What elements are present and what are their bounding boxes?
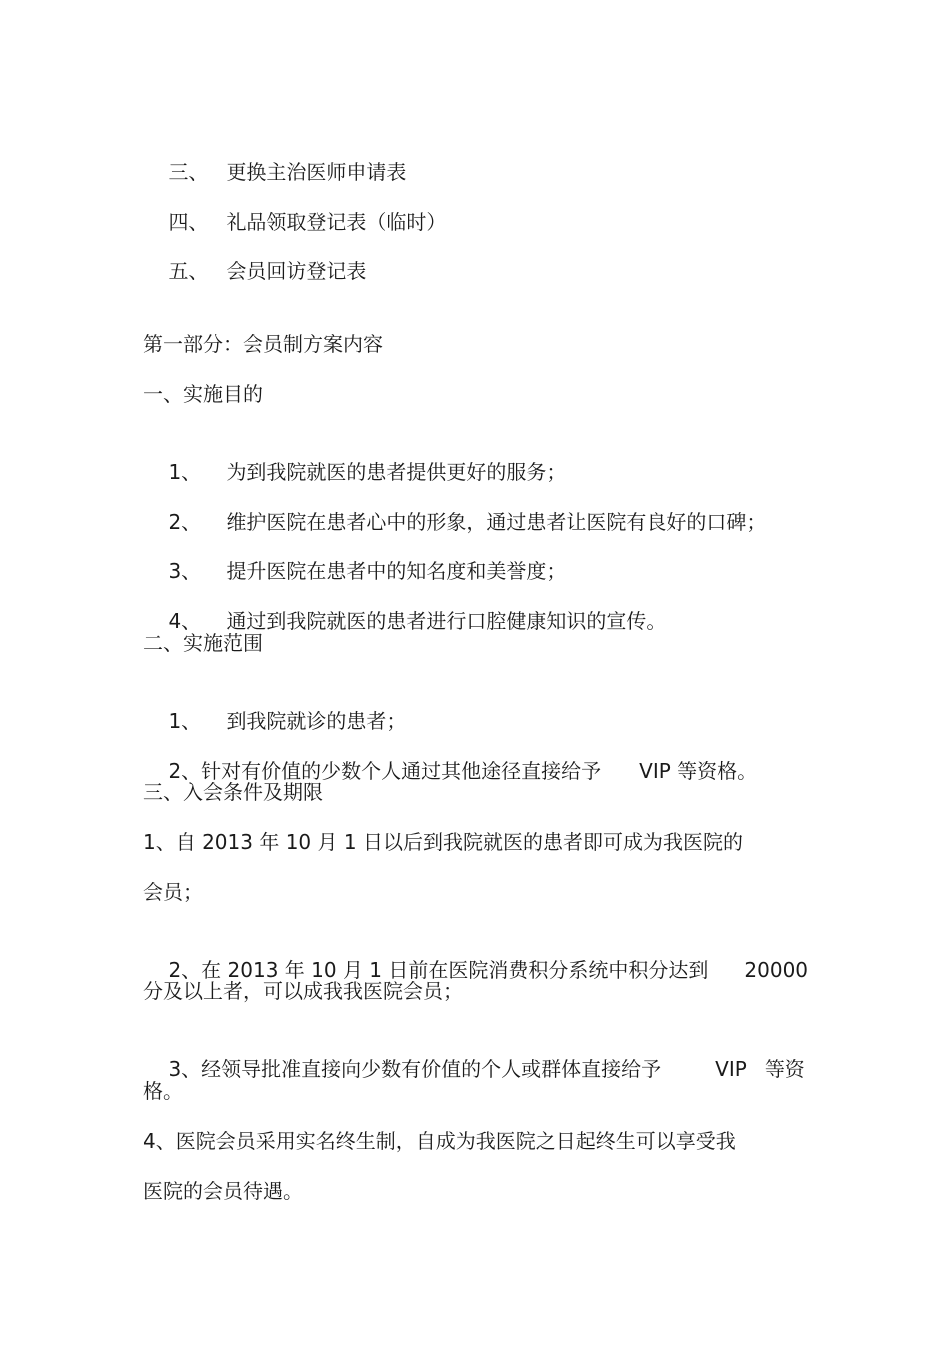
list-text: 等资 (764, 1057, 805, 1081)
toc-number: 三、 (168, 160, 209, 184)
list-text: VIP 等资格。 (639, 759, 758, 783)
section-heading: 三、入会条件及期限 (143, 780, 323, 804)
list-text: 为到我院就医的患者提供更好的服务； (226, 460, 567, 484)
toc-number: 四、 (168, 210, 209, 234)
list-item: 4、医院会员采用实名终生制，自成为我医院之日起终生可以享受我 (143, 1129, 736, 1153)
list-number: 4、 (168, 609, 202, 633)
list-text: 到我院就诊的患者； (226, 709, 407, 733)
list-number: 1、 (168, 709, 202, 733)
toc-number: 五、 (168, 259, 209, 283)
part-title: 第一部分：会员制方案内容 (143, 332, 383, 356)
list-item (143, 1027, 805, 1111)
toc-text: 礼品领取登记表（临时） (226, 210, 447, 234)
list-item-continuation: 会员； (143, 880, 203, 904)
toc-text: 会员回访登记表 (226, 259, 367, 283)
list-number: 1、 (168, 460, 202, 484)
list-item: 1、自 2013 年 10 月 1 日以后到我院就医的患者即可成为我医院的 (143, 830, 743, 854)
section-heading: 二、实施范围 (143, 631, 263, 655)
toc-item (143, 229, 366, 313)
list-text: 维护医院在患者心中的形象，通过患者让医院有良好的口碑； (226, 510, 767, 534)
list-text: 3、经领导批准直接向少数有价值的个人或群体直接给予 (168, 1057, 662, 1081)
section-heading: 一、实施目的 (143, 382, 263, 406)
list-number: 2、 (168, 510, 202, 534)
list-text: 提升医院在患者中的知名度和美誉度； (226, 559, 567, 583)
list-text: VIP (715, 1057, 747, 1081)
list-text: 通过到我院就医的患者进行口腔健康知识的宣传。 (226, 609, 667, 633)
list-text: 2、针对有价值的少数个人通过其他途径直接给予 (168, 759, 602, 783)
toc-text: 更换主治医师申请表 (226, 160, 407, 184)
list-number: 3、 (168, 559, 202, 583)
list-text: 2、在 2013 年 10 月 1 日前在医院消费积分系统中积分达到 (168, 958, 709, 982)
list-item-continuation: 医院的会员待遇。 (143, 1179, 303, 1203)
list-item-continuation: 格。 (143, 1079, 183, 1103)
list-text: 20000 (744, 958, 809, 982)
list-item-continuation: 分及以上者，可以成我我医院会员； (143, 979, 463, 1003)
